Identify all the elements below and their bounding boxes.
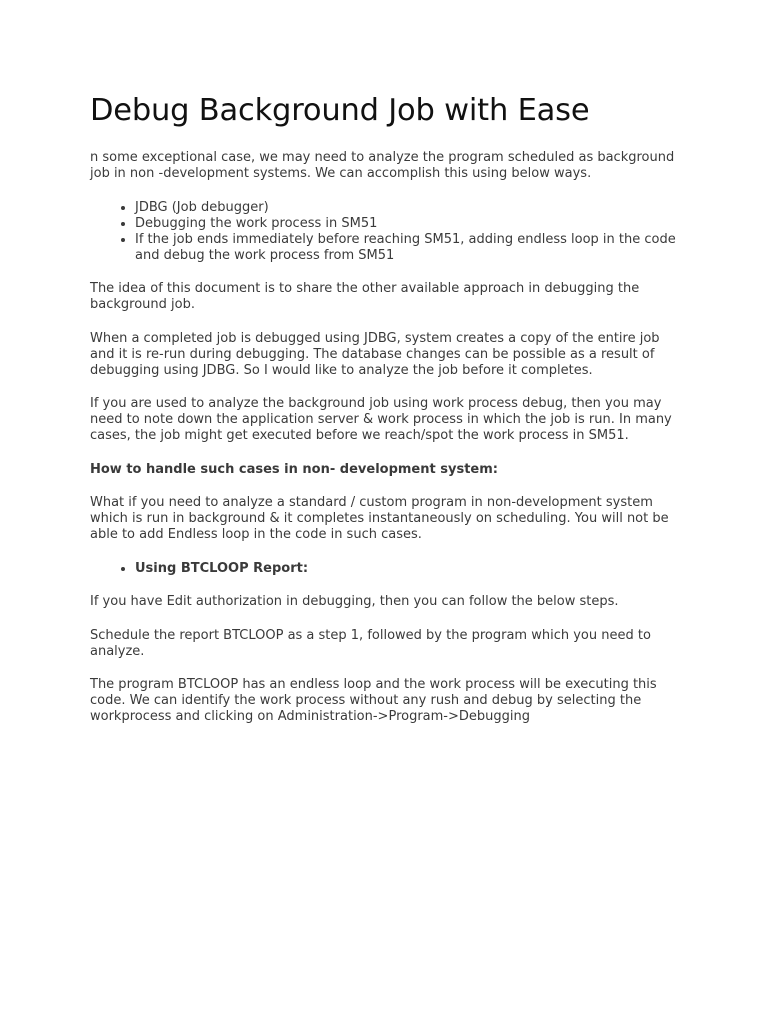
work-process-paragraph: If you are used to analyze the background job using work process debug, then you may need to note down the application server & work process in which the job is run. In many cases, the job might get executed before we reach/spot the work process in SM51.	[90, 396, 672, 443]
document-title: Debug Background Job with Ease	[90, 93, 590, 128]
intro-paragraph: n some exceptional case, we may need to analyze the program scheduled as background job in non -development systems. We can accomplish this using below ways.	[90, 150, 675, 181]
schedule-paragraph: Schedule the report BTCLOOP as a step 1, followed by the program which you need to analyze.	[90, 627, 651, 659]
btcloop-program-paragraph: The program BTCLOOP has an endless loop and the work process will be executing this code. We can identify the work process without any rush and debug by selecting the workprocess and clicking on Administration->Program->Debugging	[90, 677, 657, 724]
list-item: • Debugging the work process in SM51	[135, 216, 680, 232]
list-item: • Using BTCLOOP Report:	[135, 561, 680, 577]
edit-authorization-paragraph: If you have Edit authorization in debugging, then you can follow the below steps.	[90, 594, 619, 609]
list-item: • JDBG (Job debugger)	[135, 200, 680, 216]
document-page	[90, 92, 680, 743]
jdbg-paragraph: When a completed job is debugged using JDBG, system creates a copy of the entire job and it is re-run during debugging. The database changes can be possible as a result of debugging using JDBG. So I would like to analyze the job before it completes.	[90, 330, 660, 378]
idea-paragraph: The idea of this document is to share the other available approach in debugging the background job.	[90, 281, 640, 312]
ways-list	[90, 200, 680, 264]
section-heading: How to handle such cases in non- development system:	[90, 461, 498, 477]
btcloop-list	[90, 561, 680, 577]
list-item: • If the job ends immediately before reaching SM51, adding endless loop in the code and debug the work process from SM51	[135, 232, 680, 264]
what-if-paragraph: What if you need to analyze a standard / custom program in non-development system which is run in background & it completes instantaneously on scheduling. You will not be able to add Endless loop in the code in such cases.	[90, 495, 669, 542]
